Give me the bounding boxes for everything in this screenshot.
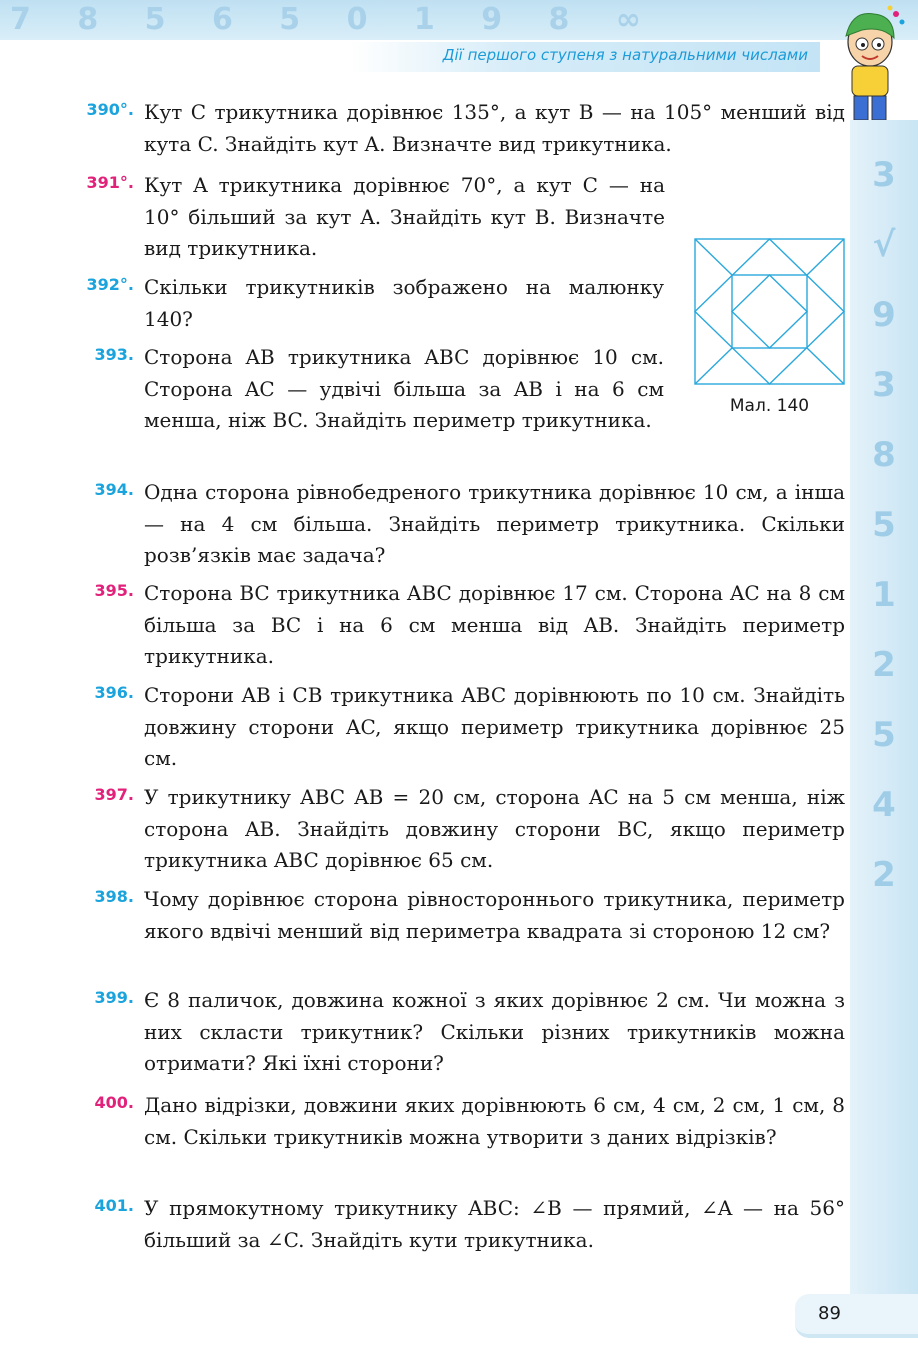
side-decorative-band bbox=[850, 120, 918, 1320]
problem-401 bbox=[94, 1193, 845, 1256]
problem-number: 390°. bbox=[86, 100, 134, 119]
diagonal-bottom-right bbox=[807, 348, 844, 384]
problem-390 bbox=[86, 97, 845, 160]
problem-text: Сторони AB і CB трикутника ABC дорівнюють по 10 см. Знайдіть довжину сторони AC, якщо периметр трикутника дорівнює 25 см. bbox=[144, 683, 845, 770]
problem-number: 391°. bbox=[86, 173, 134, 192]
figure-caption: Мал. 140 bbox=[729, 396, 810, 416]
problem-text: Сторона BC трикутника ABC дорівнює 17 см. Сторона AC на 8 см більша за BC і на 6 см менша від AB. Знайдіть периметр трикутника. bbox=[144, 581, 845, 668]
problem-399 bbox=[94, 985, 845, 1080]
problem-text: У прямокутному трикутнику ABC: ∠B — прямий, ∠A — на 56° більший за ∠C. Знайдіть кути трикутника. bbox=[144, 1196, 845, 1252]
problem-number: 396. bbox=[94, 683, 134, 702]
inner-square bbox=[732, 275, 807, 348]
problem-text: Скільки трикутників зображено на малюнку 140? bbox=[144, 275, 664, 331]
problem-number: 393. bbox=[94, 345, 134, 364]
inner-diamond bbox=[732, 275, 807, 348]
top-decorative-band bbox=[0, 0, 918, 40]
problem-398 bbox=[94, 884, 845, 947]
side-decorative-numbers: 3 √ 9 3 8 5 1 2 5 4 2 bbox=[872, 155, 896, 895]
figure-140-triangles-diagram bbox=[694, 238, 845, 385]
problem-number: 401. bbox=[94, 1196, 134, 1215]
problem-text: Чому дорівнює сторона рівностороннього трикутника, периметр якого вдвічі менший від периметра квадрата зі стороною 12 см? bbox=[144, 887, 845, 943]
problem-text: Одна сторона рівнобедреного трикутника дорівнює 10 см, а інша — на 4 см більша. Знайдіть периметр трикутника. Скільки розв’язків має задача? bbox=[144, 480, 845, 567]
page-number-tab bbox=[795, 1294, 918, 1338]
problem-text: Кут C трикутника дорівнює 135°, а кут B — на 105° менший від кута C. Знайдіть кут A. Визначте вид трикутника. bbox=[144, 100, 845, 156]
problem-number: 397. bbox=[94, 785, 134, 804]
problem-number: 392°. bbox=[86, 275, 134, 294]
problem-text: У трикутнику ABC AB = 20 см, сторона AC на 5 см менша, ніж сторона AB. Знайдіть довжину сторони BC, якщо периметр трикутника ABC дорівнює 65 см. bbox=[144, 785, 845, 872]
problem-394 bbox=[94, 477, 845, 572]
problem-number: 398. bbox=[94, 887, 134, 906]
problem-number: 400. bbox=[94, 1093, 134, 1112]
diagonal-top-left bbox=[695, 239, 732, 275]
problem-text: Є 8 паличок, довжина кожної з яких дорівнює 2 см. Чи можна з них скласти трикутник? Скільки різних трикутників можна отримати? Які їхні сторони? bbox=[144, 988, 845, 1075]
problem-396 bbox=[94, 680, 845, 775]
diagonal-top-right bbox=[807, 239, 844, 275]
problem-text: Дано відрізки, довжини яких дорівнюють 6 см, 4 см, 2 см, 1 см, 8 см. Скільки трикутників можна утворити з даних відрізків? bbox=[144, 1093, 845, 1149]
page-number: 89 bbox=[818, 1303, 841, 1324]
problem-text: Сторона AB трикутника ABC дорівнює 10 см. Сторона AC — удвічі більша за AB і на 6 см менша, ніж BC. Знайдіть периметр трикутника. bbox=[144, 345, 664, 432]
diagonal-bottom-left bbox=[695, 348, 732, 384]
chapter-title: Дії першого ступеня з натуральними числами bbox=[442, 46, 808, 64]
problem-397 bbox=[94, 782, 845, 877]
problem-number: 399. bbox=[94, 988, 134, 1007]
problem-number: 395. bbox=[94, 581, 134, 600]
problem-392 bbox=[86, 272, 664, 335]
problem-400 bbox=[94, 1090, 845, 1153]
problem-number: 394. bbox=[94, 480, 134, 499]
problem-393 bbox=[94, 342, 664, 437]
problem-395 bbox=[94, 578, 845, 673]
decorative-numbers-pattern: 7 8 5 6 5 0 1 9 8 ∞ bbox=[10, 2, 659, 37]
problem-text: Кут A трикутника дорівнює 70°, а кут C — на 10° більший за кут A. Знайдіть кут B. Визначте вид трикутника. bbox=[144, 173, 665, 260]
